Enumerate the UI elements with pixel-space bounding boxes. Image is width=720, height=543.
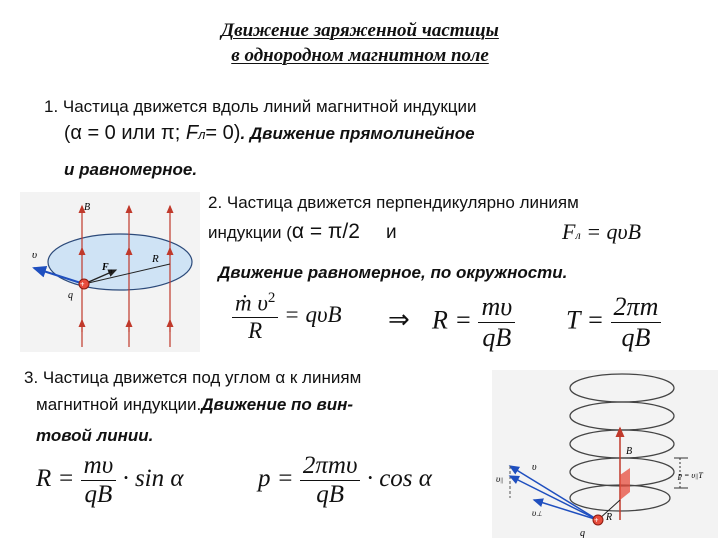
case1-emph2: и равномерное. — [64, 160, 198, 179]
c3-eq2-fraction — [300, 452, 361, 509]
case2-line1: 2. Частица движется перпендикулярно линиям — [208, 193, 579, 212]
case2-and: и — [385, 222, 397, 243]
force-rhs: = qυB — [586, 219, 642, 244]
force-Fsub: л — [575, 228, 581, 242]
helix-svg — [492, 370, 718, 538]
label-q: q — [68, 290, 73, 301]
case1-cond-sub: л — [198, 127, 206, 142]
helix-label-q: q — [580, 528, 585, 538]
helix-label-R: R — [606, 512, 613, 523]
c3-eq1-lhs: R = — [36, 465, 75, 493]
case2-eq3 — [566, 292, 661, 353]
case1-cond-F: F — [185, 122, 199, 144]
page-subtitle: в однородном магнитном поле — [231, 45, 489, 66]
eq3-fraction — [611, 292, 662, 353]
implies-arrow: ⇒ — [388, 305, 410, 334]
helix-label-vpar: υ|| — [496, 474, 504, 484]
page-title: Движение заряженной частицы — [221, 20, 499, 41]
eq3-den: qB — [621, 323, 651, 352]
case3-emph1: Движение по вин- — [201, 395, 354, 414]
case2-alpha: α = π/2 — [291, 220, 360, 243]
c3-eq1-fraction — [81, 452, 117, 509]
label-R: R — [152, 253, 159, 265]
helix-diagram — [492, 370, 718, 538]
case1-cond-eq: = 0) — [205, 122, 241, 144]
case1-line1: 1. Частица движется вдоль линий магнитной индукции — [44, 97, 477, 116]
label-Fsub: л — [109, 267, 113, 275]
helix-label-p: p = υ||T — [678, 471, 703, 480]
helix-label-vperp: υ⊥ — [532, 508, 543, 518]
c3-eq2-num: 2πmυ — [300, 452, 361, 481]
c3-eq1-tail: · sin α — [122, 465, 184, 493]
eq1-rhs: = qυB — [284, 302, 342, 328]
eq3-lhs: T = — [566, 305, 605, 335]
circular-motion-diagram — [20, 192, 200, 352]
case3-emph2: товой линии. — [36, 426, 154, 445]
helix-label-v: υ — [532, 462, 537, 473]
label-v: υ — [32, 249, 38, 261]
case3-line2-text: магнитной индукции. — [36, 395, 202, 414]
case3-eq2 — [258, 452, 432, 509]
eq2-fraction — [478, 292, 515, 353]
c3-eq2-den: qB — [316, 481, 345, 508]
case2-line2 — [208, 220, 397, 244]
case3-line2 — [36, 395, 353, 415]
eq1-num: ṁ υ — [235, 290, 268, 316]
c3-eq1-den: qB — [84, 481, 113, 508]
c3-eq2-lhs: p = — [258, 465, 294, 493]
helix-label-B: B — [626, 446, 633, 457]
eq3-num: 2πm — [611, 292, 662, 323]
svg-text:+: + — [80, 280, 85, 289]
case1-emph1: Движение прямолинейное — [249, 124, 475, 143]
case3-eq1 — [36, 452, 184, 509]
case1-cond-alpha: α = 0 или π; — [70, 122, 186, 144]
svg-text:+: + — [594, 516, 599, 525]
case2-force-formula — [562, 219, 641, 245]
label-F: F — [102, 262, 109, 273]
case1-cond-open: ( — [64, 123, 71, 144]
case1-cond-tail: . — [240, 124, 250, 143]
case2-emph: Движение равномерное, по окружности. — [218, 263, 568, 282]
circular-motion-svg — [20, 192, 200, 352]
eq1-sup: 2 — [267, 290, 276, 306]
case2-line2-start: индукции ( — [208, 223, 292, 242]
case3-line1: 3. Частица движется под углом α к линиям — [24, 368, 362, 387]
c3-eq1-num: mυ — [81, 452, 117, 481]
helix-plane — [620, 468, 630, 500]
c3-eq2-tail: · cos α — [366, 465, 432, 493]
eq2-num: mυ — [478, 292, 515, 323]
case2-eq2 — [432, 292, 515, 353]
eq2-lhs: R = — [432, 305, 472, 335]
eq2-den: qB — [482, 323, 512, 352]
eq1-fraction — [232, 290, 278, 344]
case1-condition — [64, 122, 475, 145]
case2-eq1 — [232, 290, 342, 344]
velocity-triangle — [510, 466, 598, 520]
label-B: B — [84, 202, 91, 213]
force-F: F — [562, 219, 576, 244]
eq1-den: R — [248, 317, 263, 343]
